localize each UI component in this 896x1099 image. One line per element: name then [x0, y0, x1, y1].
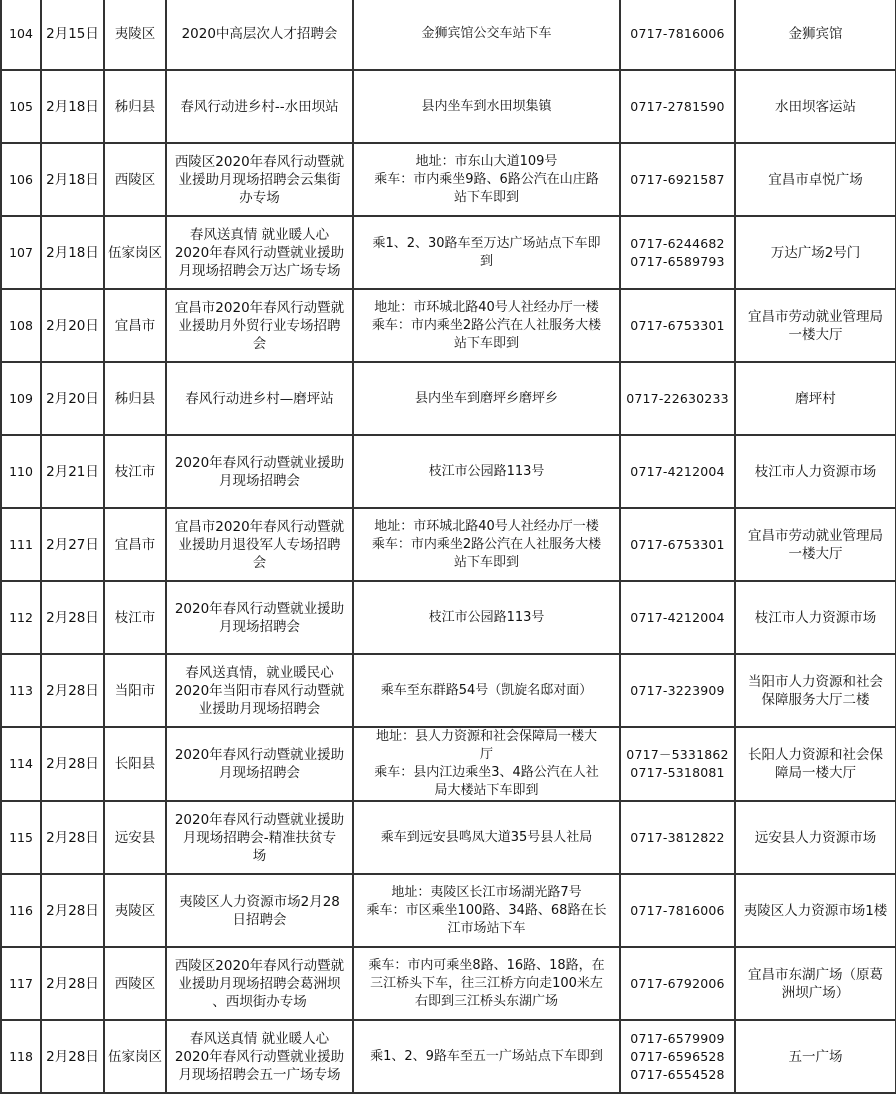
venue-cell	[735, 70, 896, 143]
contact-phone-line: 0717-6554528	[630, 1066, 725, 1082]
row-number-cell: 108	[1, 289, 41, 362]
date-cell: 2月27日	[41, 508, 104, 581]
contact-phone-cell	[620, 947, 735, 1020]
venue-line: 洲坝广场）	[781, 984, 850, 1001]
event-name-cell	[166, 435, 353, 508]
event-name-cell	[166, 727, 353, 801]
district-cell: 枝江市	[104, 435, 166, 508]
event-name-line: 2020年当阳市春风行动暨就	[174, 682, 345, 699]
address-transit-line: 地址：市环城北路40号人社经办厅一楼	[374, 518, 599, 534]
table-row	[1, 874, 896, 947]
address-transit-line: 站下车即到	[453, 554, 519, 570]
date-cell: 2月15日	[41, 0, 104, 70]
address-transit-line: 金狮宾馆公交车站下车	[421, 25, 552, 41]
contact-phone-line: 0717-6753301	[630, 317, 725, 333]
event-name-line: 月现场招聘会五一广场专场	[178, 1066, 341, 1083]
address-transit-line: 乘车：市内可乘坐8路、16路、18路，在	[368, 957, 605, 973]
district-cell: 秭归县	[104, 362, 166, 435]
table-row	[1, 435, 896, 508]
event-name-line: 月现场招聘会	[219, 618, 300, 635]
venue-line: 万达广场2号门	[770, 244, 861, 261]
district-cell: 当阳市	[104, 654, 166, 727]
venue-cell	[735, 289, 896, 362]
row-number-cell: 117	[1, 947, 41, 1020]
address-transit-cell	[353, 727, 620, 801]
row-number-cell: 112	[1, 581, 41, 654]
event-name-line: 2020年春风行动暨就业援助	[174, 244, 345, 261]
date-cell: 2月28日	[41, 874, 104, 947]
contact-phone-cell	[620, 143, 735, 216]
table-row	[1, 947, 896, 1020]
contact-phone-line: 0717-3812822	[630, 829, 725, 845]
event-name-cell	[166, 581, 353, 654]
table-row	[1, 508, 896, 581]
address-transit-line: 局大楼站下车即到	[434, 783, 539, 798]
event-name-line: 春风送真情 就业暖人心	[189, 1030, 330, 1047]
venue-line: 枝江市人力资源市场	[754, 609, 877, 626]
contact-phone-cell	[620, 435, 735, 508]
event-name-cell	[166, 216, 353, 289]
contact-phone-line: 0717-3223909	[630, 682, 725, 698]
venue-line: 夷陵区人力资源市场1楼	[743, 902, 888, 919]
address-transit-line: 站下车即到	[453, 335, 519, 351]
district-cell: 西陵区	[104, 947, 166, 1020]
address-transit-line: 县内坐车到磨坪乡磨坪乡	[414, 390, 558, 406]
event-name-line: 业援助月现场招聘会葛洲坝	[178, 975, 341, 992]
address-transit-line: 乘车：市区乘坐100路、34路、68路在长	[366, 902, 607, 918]
venue-line: 一楼大厅	[788, 326, 843, 343]
date-cell: 2月20日	[41, 289, 104, 362]
table-row	[1, 0, 896, 70]
venue-line: 水田坝客运站	[775, 98, 856, 115]
date-cell: 2月28日	[41, 727, 104, 801]
contact-phone-line: 0717-4212004	[630, 463, 725, 479]
date-cell: 2月28日	[41, 581, 104, 654]
event-name-line: 春风行动进乡村--水田坝站	[180, 98, 339, 115]
district-cell: 长阳县	[104, 727, 166, 801]
event-name-cell	[166, 0, 353, 70]
contact-phone-cell	[620, 581, 735, 654]
address-transit-line: 站下车即到	[453, 189, 519, 205]
row-number-cell: 107	[1, 216, 41, 289]
venue-line: 保障服务大厅二楼	[761, 691, 870, 708]
table-row	[1, 1020, 896, 1093]
event-name-line: 会	[252, 554, 267, 571]
row-number-cell: 106	[1, 143, 41, 216]
contact-phone-line: 0717-6244682	[630, 235, 725, 251]
row-number-cell: 111	[1, 508, 41, 581]
date-cell: 2月28日	[41, 1020, 104, 1093]
row-number-cell: 104	[1, 0, 41, 70]
event-name-cell	[166, 70, 353, 143]
contact-phone-line: 0717-7816006	[630, 25, 725, 41]
address-transit-cell	[353, 508, 620, 581]
row-number-cell: 116	[1, 874, 41, 947]
district-cell: 伍家岗区	[104, 216, 166, 289]
address-transit-cell	[353, 216, 620, 289]
contact-phone-cell	[620, 362, 735, 435]
venue-cell	[735, 1020, 896, 1093]
address-transit-line: 地址：市东山大道109号	[415, 153, 558, 169]
district-cell: 西陵区	[104, 143, 166, 216]
contact-phone-cell	[620, 654, 735, 727]
event-name-line: 2020中高层次人才招聘会	[181, 25, 338, 42]
date-cell: 2月28日	[41, 947, 104, 1020]
address-transit-cell	[353, 874, 620, 947]
event-name-cell	[166, 947, 353, 1020]
table-row	[1, 654, 896, 727]
contact-phone-line: 0717-6792006	[630, 975, 725, 991]
event-name-line: 西陵区2020年春风行动暨就	[174, 153, 345, 170]
date-cell: 2月18日	[41, 216, 104, 289]
event-name-line: 月现场招聘会	[219, 472, 300, 489]
venue-cell	[735, 508, 896, 581]
address-transit-cell	[353, 801, 620, 874]
event-name-line: 办专场	[239, 189, 280, 206]
address-transit-cell	[353, 70, 620, 143]
row-number-cell: 109	[1, 362, 41, 435]
address-transit-cell	[353, 581, 620, 654]
venue-line: 远安县人力资源市场	[754, 829, 877, 846]
venue-cell	[735, 654, 896, 727]
address-transit-line: 乘1、2、9路车至五一广场站点下车即到	[370, 1048, 603, 1064]
contact-phone-cell	[620, 289, 735, 362]
table-row	[1, 362, 896, 435]
table-row	[1, 143, 896, 216]
event-name-line: 春风送真情 就业暖人心	[189, 226, 330, 243]
contact-phone-cell	[620, 801, 735, 874]
event-name-line: 月现场招聘会	[219, 765, 300, 781]
event-name-line: 西陵区2020年春风行动暨就	[174, 957, 345, 974]
address-transit-line: 县内坐车到水田坝集镇	[421, 98, 552, 114]
address-transit-line: 乘车：县内江边乘坐3、4路公汽在人社	[374, 765, 599, 780]
table-row	[1, 801, 896, 874]
district-cell: 远安县	[104, 801, 166, 874]
address-transit-line: 乘车至东群路54号（凯旋名邸对面）	[380, 682, 593, 698]
venue-line: 障局一楼大厅	[775, 765, 856, 781]
event-name-line: 2020年春风行动暨就业援助	[174, 454, 345, 471]
address-transit-cell	[353, 0, 620, 70]
venue-line: 宜昌市卓悦广场	[768, 171, 863, 188]
contact-phone-line: 0717-4212004	[630, 609, 725, 625]
contact-phone-line: 0717-2781590	[630, 98, 725, 114]
event-name-line: 春风送真情，就业暖民心	[185, 664, 334, 681]
event-name-line: 月现场招聘会-精准扶贫专	[182, 829, 337, 846]
event-name-cell	[166, 143, 353, 216]
venue-cell	[735, 874, 896, 947]
event-name-line: 场	[252, 847, 267, 864]
contact-phone-line: 0717－5331862	[626, 747, 729, 762]
contact-phone-cell	[620, 874, 735, 947]
event-name-cell	[166, 654, 353, 727]
district-cell: 夷陵区	[104, 0, 166, 70]
event-name-line: 会	[252, 335, 267, 352]
address-transit-cell	[353, 143, 620, 216]
event-name-cell	[166, 874, 353, 947]
venue-line: 宜昌市劳动就业管理局	[748, 527, 883, 544]
district-cell: 枝江市	[104, 581, 166, 654]
contact-phone-cell	[620, 727, 735, 801]
contact-phone-line: 0717-6753301	[630, 536, 725, 552]
venue-cell	[735, 801, 896, 874]
venue-cell	[735, 0, 896, 70]
contact-phone-line: 0717-6579909	[630, 1030, 725, 1046]
venue-line: 一楼大厅	[788, 545, 843, 562]
event-name-cell	[166, 508, 353, 581]
venue-cell	[735, 435, 896, 508]
row-number-cell: 105	[1, 70, 41, 143]
row-number-cell: 114	[1, 727, 41, 801]
district-cell: 伍家岗区	[104, 1020, 166, 1093]
contact-phone-line: 0717-7816006	[630, 902, 725, 918]
district-cell: 宜昌市	[104, 289, 166, 362]
contact-phone-line: 0717-6589793	[630, 253, 725, 269]
address-transit-line: 乘车到远安县鸣凤大道35号县人社局	[380, 829, 593, 845]
venue-line: 当阳市人力资源和社会	[748, 673, 883, 690]
event-name-cell	[166, 801, 353, 874]
contact-phone-cell	[620, 0, 735, 70]
contact-phone-line: 0717-22630233	[626, 390, 729, 406]
event-name-line: 业援助月退役军人专场招聘	[178, 536, 341, 553]
event-name-line: 2020年春风行动暨就业援助	[174, 1048, 345, 1065]
event-name-line: 宜昌市2020年春风行动暨就	[174, 518, 345, 535]
date-cell: 2月28日	[41, 801, 104, 874]
table-row	[1, 70, 896, 143]
address-transit-line: 到	[479, 253, 493, 269]
table-row	[1, 216, 896, 289]
event-name-line: 春风行动进乡村—磨坪站	[185, 390, 334, 407]
row-number-cell: 115	[1, 801, 41, 874]
contact-phone-line: 0717-5318081	[630, 765, 725, 780]
event-name-line: 业援助月现场招聘会	[198, 700, 321, 717]
table-row	[1, 727, 896, 801]
district-cell: 夷陵区	[104, 874, 166, 947]
address-transit-line: 地址：夷陵区长江市场湖光路7号	[391, 884, 582, 900]
event-name-line: 2020年春风行动暨就业援助	[174, 811, 345, 828]
district-cell: 宜昌市	[104, 508, 166, 581]
district-cell: 秭归县	[104, 70, 166, 143]
address-transit-line: 乘车：市内乘坐2路公汽在人社服务大楼	[371, 317, 602, 333]
address-transit-line: 乘车：市内乘坐9路、6路公汽在山庄路	[374, 171, 599, 187]
address-transit-cell	[353, 362, 620, 435]
row-number-cell: 118	[1, 1020, 41, 1093]
address-transit-line: 右即到三江桥头东湖广场	[414, 993, 558, 1009]
address-transit-cell	[353, 654, 620, 727]
address-transit-line: 枝江市公园路113号	[428, 463, 545, 479]
date-cell: 2月28日	[41, 654, 104, 727]
event-name-line: 2020年春风行动暨就业援助	[174, 747, 345, 763]
venue-cell	[735, 362, 896, 435]
table-body	[1, 0, 896, 1093]
venue-cell	[735, 727, 896, 801]
contact-phone-line: 0717-6596528	[630, 1048, 725, 1064]
address-transit-cell	[353, 947, 620, 1020]
address-transit-line: 地址：县人力资源和社会保障局一楼大	[375, 729, 597, 744]
address-transit-line: 三江桥头下车，往三江桥方向走100米左	[370, 975, 603, 991]
event-name-line: 业援助月外贸行业专场招聘	[178, 317, 341, 334]
venue-cell	[735, 216, 896, 289]
date-cell: 2月20日	[41, 362, 104, 435]
contact-phone-cell	[620, 1020, 735, 1093]
event-name-line: 、西坝街办专场	[212, 993, 307, 1010]
venue-line: 宜昌市劳动就业管理局	[748, 308, 883, 325]
event-name-line: 宜昌市2020年春风行动暨就	[174, 299, 345, 316]
event-name-cell	[166, 1020, 353, 1093]
event-name-line: 夷陵区人力资源市场2月28	[179, 893, 340, 910]
address-transit-cell	[353, 435, 620, 508]
row-number-cell: 110	[1, 435, 41, 508]
venue-line: 宜昌市东湖广场（原葛	[748, 966, 883, 983]
contact-phone-cell	[620, 70, 735, 143]
address-transit-line: 乘1、2、30路车至万达广场站点下车即	[372, 235, 601, 251]
table-row	[1, 581, 896, 654]
date-cell: 2月21日	[41, 435, 104, 508]
venue-line: 金狮宾馆	[788, 25, 843, 42]
venue-line: 长阳人力资源和社会保	[748, 747, 883, 763]
table-row	[1, 289, 896, 362]
address-transit-line: 地址：市环城北路40号人社经办厅一楼	[374, 299, 599, 315]
event-name-line: 2020年春风行动暨就业援助	[174, 600, 345, 617]
venue-line: 磨坪村	[795, 390, 836, 407]
row-number-cell: 113	[1, 654, 41, 727]
venue-cell	[735, 947, 896, 1020]
date-cell: 2月18日	[41, 143, 104, 216]
address-transit-line: 江市场站下车	[447, 920, 526, 936]
contact-phone-line: 0717-6921587	[630, 171, 725, 187]
venue-cell	[735, 581, 896, 654]
venue-line: 五一广场	[788, 1048, 843, 1065]
contact-phone-cell	[620, 216, 735, 289]
event-name-cell	[166, 362, 353, 435]
event-name-line: 业援助月现场招聘会云集街	[178, 171, 341, 188]
venue-cell	[735, 143, 896, 216]
event-name-cell	[166, 289, 353, 362]
address-transit-line: 枝江市公园路113号	[428, 609, 545, 625]
date-cell: 2月18日	[41, 70, 104, 143]
contact-phone-cell	[620, 508, 735, 581]
venue-line: 枝江市人力资源市场	[754, 463, 877, 480]
address-transit-line: 乘车：市内乘坐2路公汽在人社服务大楼	[371, 536, 602, 552]
event-name-line: 日招聘会	[232, 911, 287, 928]
event-name-line: 月现场招聘会万达广场专场	[178, 262, 341, 279]
address-transit-cell	[353, 1020, 620, 1093]
address-transit-line: 厅	[479, 747, 493, 762]
address-transit-cell	[353, 289, 620, 362]
